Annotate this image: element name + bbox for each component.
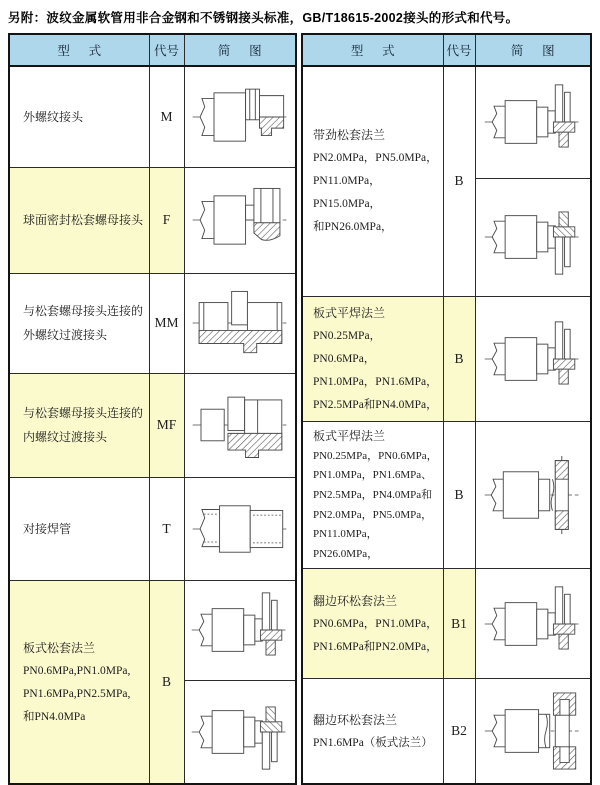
col-header-code: 代号 [443,34,475,66]
fitting-code: T [149,477,184,581]
table-row [302,296,591,421]
diagram-cell [475,178,591,296]
col-header-type: 型 式 [302,34,443,66]
diagram-sphere-seal-nut-icon [188,180,292,260]
diagram-cell [184,273,296,373]
fitting-type-label: 板式平焊法兰 PN0.25MPa，PN0.6MPa， PN1.0MPa，PN1.6MPa， PN2.5MPa和PN4.0MPa， [302,296,443,421]
table-row [302,421,591,569]
col-header-diagram: 简 图 [475,34,591,66]
diagram-cell [475,296,591,421]
diagram-plate-weld-flange-sym-icon [481,455,585,535]
fittings-tables-container [8,33,592,785]
diagram-cell [184,374,296,478]
fitting-type-label: 与松套螺母接头连接的内螺纹过渡接头 [9,374,149,478]
diagram-cell [184,581,296,680]
fitting-type-label: 外螺纹接头 [9,66,149,168]
table-row [9,477,296,581]
diagram-cell [475,66,591,178]
fitting-type-label: 翻边环松套法兰 PN1.6MPa（板式法兰） [302,679,443,784]
diagram-flared-ring-plate-flange-icon [481,691,585,771]
diagram-flared-ring-loose-flange-icon [481,584,585,664]
fitting-code: MF [149,374,184,478]
col-header-type: 型 式 [9,34,149,66]
diagram-neck-loose-flange-top-icon [481,82,585,162]
table-row [9,374,296,478]
page-title: 另附：波纹金属软管用非合金钢和不锈钢接头标准，GB/T18615-2002接头的形式和代号。 [8,11,519,25]
diagram-neck-loose-flange-bottom-icon [481,197,585,277]
table-row [302,569,591,679]
diagram-male-thread-icon [188,77,292,157]
header-row [302,34,591,66]
fitting-type-label: 与松套螺母接头连接的外螺纹过渡接头 [9,273,149,373]
diagram-plate-loose-flange-top-icon [188,590,292,670]
fitting-code: B [443,421,475,569]
fitting-type-label: 翻边环松套法兰 PN0.6MPa，PN1.0MPa， PN1.6MPa和PN2.0MPa， [302,569,443,679]
fitting-type-label: 板式平焊法兰 PN0.25MPa，PN0.6MPa， PN1.0MPa，PN1.6MPa、 PN2.5MPa，PN4.0MPa和 PN2.0MPa，PN5.0MPa， PN11.0MPa，PN26.0MPa， [302,421,443,569]
fitting-code: M [149,66,184,168]
fittings-table-right [301,33,592,785]
fitting-type-label: 球面密封松套螺母接头 [9,168,149,274]
col-header-diagram: 简 图 [184,34,296,66]
diagram-cell [475,421,591,569]
table-row [9,168,296,274]
diagram-male-male-adapter-icon [188,283,292,363]
fitting-code: B [149,581,184,784]
diagram-cell [184,66,296,168]
header-row [9,34,296,66]
diagram-plate-weld-flange-icon [481,319,585,399]
table-row [9,273,296,373]
fitting-type-label: 带劲松套法兰 PN2.0MPa，PN5.0MPa， PN11.0MPa，PN15.0MPa， 和PN26.0MPa， [302,66,443,296]
fitting-code: B [443,66,475,296]
table-row [9,66,296,168]
fitting-code: B1 [443,569,475,679]
diagram-cell [184,168,296,274]
col-header-code: 代号 [149,34,184,66]
table-row [302,679,591,784]
fitting-type-label: 板式松套法兰 PN0.6MPa,PN1.0MPa, PN1.6MPa,PN2.5MPa, 和PN4.0MPa [9,581,149,784]
diagram-cell [184,680,296,784]
diagram-plate-loose-flange-bottom-icon [188,692,292,772]
table-row [302,66,591,178]
fitting-type-label: 对接焊管 [9,477,149,581]
fitting-code: MM [149,273,184,373]
diagram-butt-weld-pipe-icon [188,489,292,569]
diagram-cell [475,679,591,784]
fitting-code: F [149,168,184,274]
diagram-male-female-adapter-icon [188,385,292,465]
fitting-code: B2 [443,679,475,784]
diagram-cell [475,569,591,679]
table-row [9,581,296,680]
fittings-table-left [8,33,297,785]
diagram-cell [184,477,296,581]
fitting-code: B [443,296,475,421]
